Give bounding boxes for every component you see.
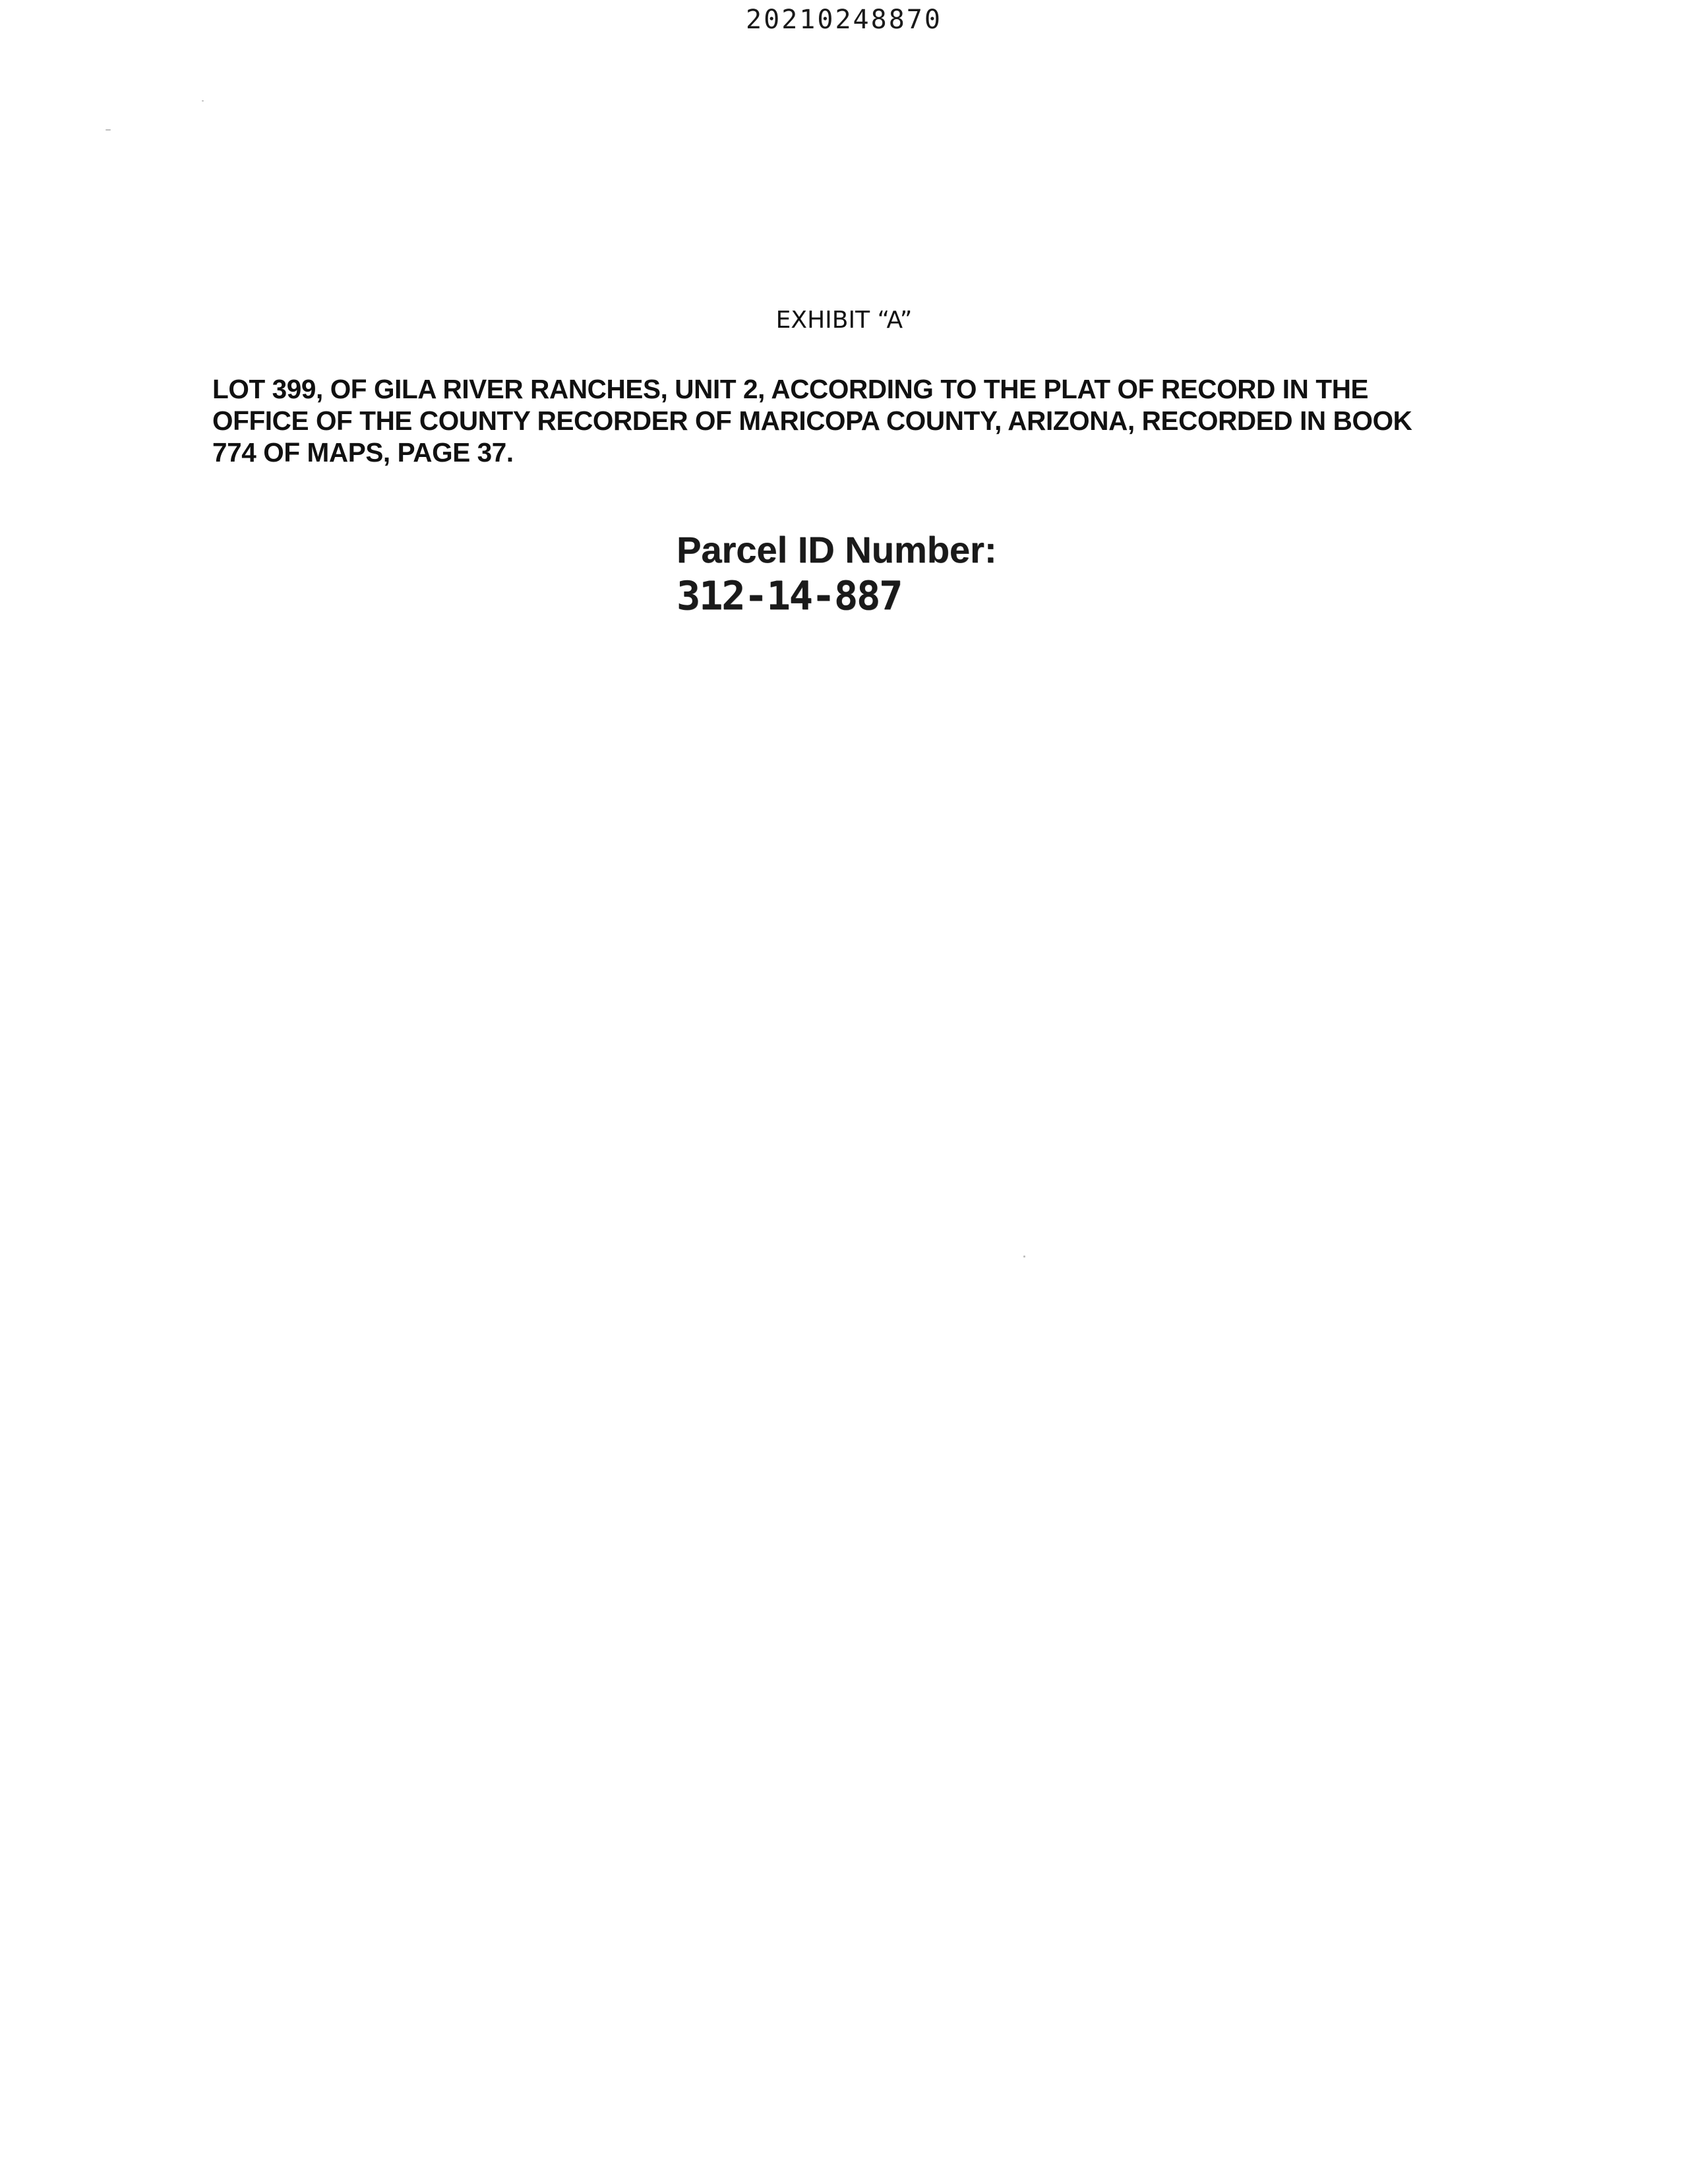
parcel-id-number: 312-14-887 — [677, 573, 902, 619]
exhibit-title: EXHIBIT “A” — [775, 307, 913, 334]
scan-speck — [106, 129, 111, 131]
legal-description — [212, 373, 1505, 468]
parcel-id-label: Parcel ID Number: — [677, 529, 997, 570]
legal-description-line: OFFICE OF THE COUNTY RECORDER OF MARICOPA COUNTY, ARIZONA, RECORDED IN BOOK — [212, 406, 1412, 436]
legal-description-line: 774 OF MAPS, PAGE 37. — [212, 437, 514, 468]
legal-description-line: LOT 399, OF GILA RIVER RANCHES, UNIT 2, ACCORDING TO THE PLAT OF RECORD IN THE — [212, 374, 1369, 404]
recording-number: 20210248870 — [746, 5, 942, 35]
parcel-id-stamp — [677, 528, 997, 620]
scan-speck — [1023, 1256, 1025, 1258]
scan-speck — [202, 100, 204, 102]
